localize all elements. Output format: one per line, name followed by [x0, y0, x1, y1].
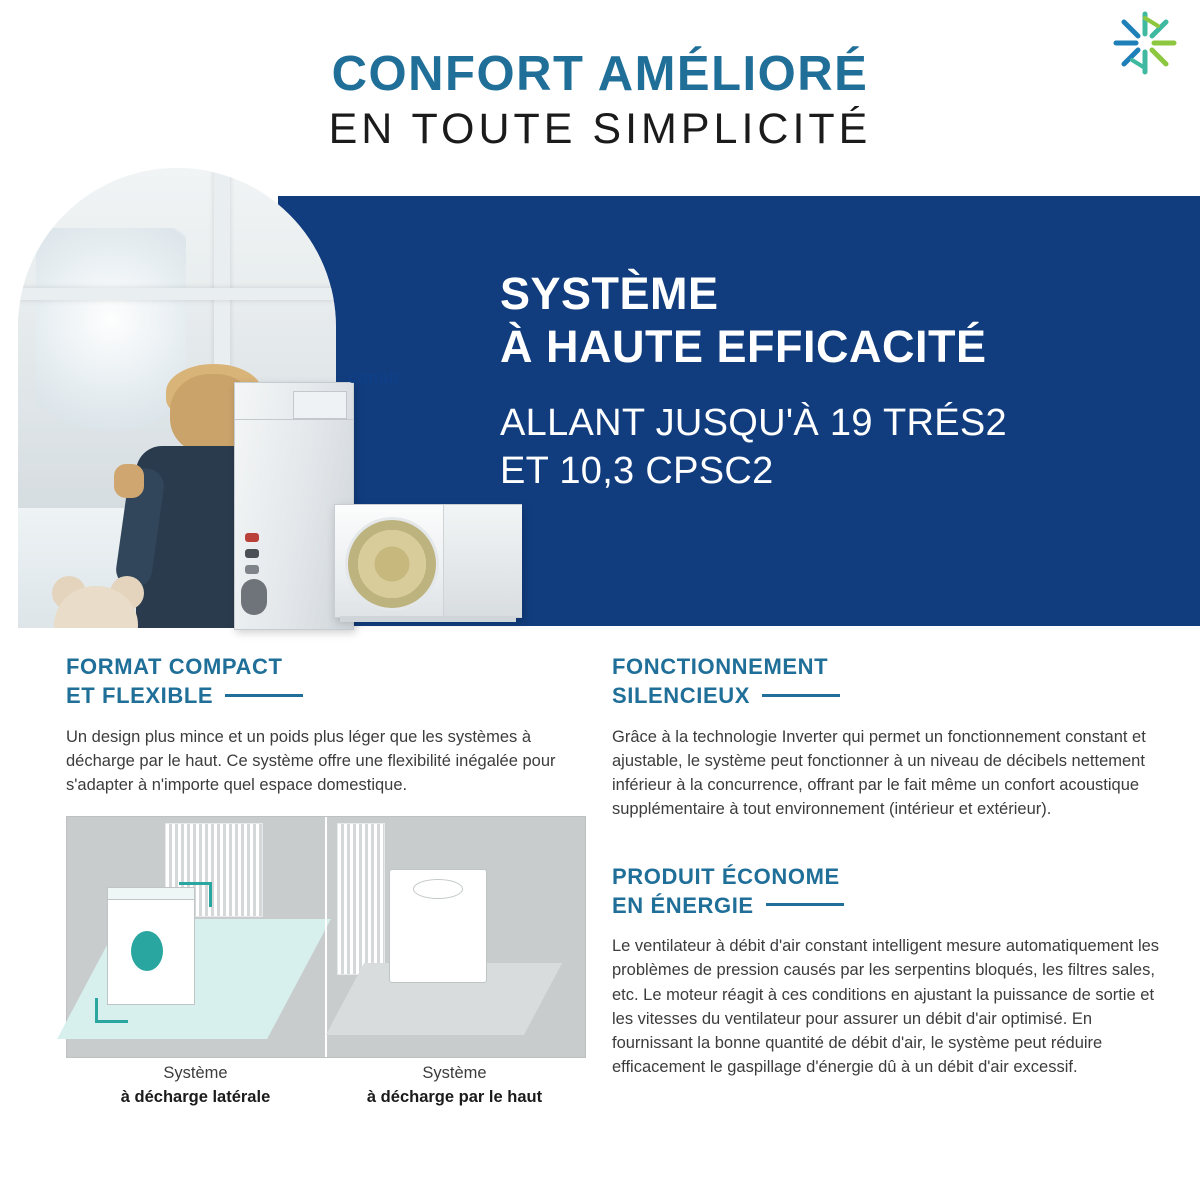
section-title-compact [66, 652, 596, 711]
page-subtitle: EN TOUTE SIMPLICITÉ [328, 105, 872, 153]
diagram-captions [66, 1062, 584, 1110]
hero-title-line1: SYSTÈME [500, 268, 719, 319]
title-rule [766, 903, 844, 906]
port-grey [245, 565, 259, 574]
caption-top-line1: Système [422, 1064, 487, 1082]
section-body-compact: Un design plus mince et un poids plus léger que les systèmes à décharge par le haut. Ce système offre une flexibilité inégalée pour s'adapter à n'importe quel espace domestique. [66, 727, 556, 794]
hero-subtitle-line2: ET 10,3 CPSC2 [500, 449, 774, 492]
diagram-top-discharge [325, 817, 585, 1057]
discharge-comparison-diagram [66, 816, 586, 1058]
indoor-unit-access-panel [293, 391, 347, 419]
section-title-quiet-line1: FONCTIONNEMENT [612, 654, 829, 679]
dimension-bracket-bottom-left [95, 998, 128, 1023]
condenser-base-pad [340, 616, 516, 622]
left-column [66, 652, 596, 797]
hero-title [500, 268, 987, 373]
section-title-quiet-line2: SILENCIEUX [612, 683, 751, 709]
canair-starburst-logo-icon [1110, 8, 1180, 78]
caption-side-discharge [66, 1062, 325, 1110]
brand-badge: canair [348, 368, 402, 387]
hero-subtitle [500, 400, 1007, 495]
louver-panel-right [337, 823, 385, 975]
outdoor-condenser-unit [334, 504, 522, 618]
port-red [245, 533, 259, 542]
title-rule [762, 694, 840, 697]
caption-side-line1: Système [163, 1064, 228, 1082]
section-body-energy: Le ventilateur à débit d'air constant intelligent mesure automatiquement les problèmes de pression causés par les serpentins bloqués, les filtres sales, etc. Le moteur réagit à ces conditions en ajustant la puissance de sortie et les vitesses du ventilateur pour assurer un débit d'air optimisé. En fournissant la bonne quantité de débit d'air, le système peut réduire efficacement le gaspillage d'énergie dû à un débit d'air excessif. [612, 937, 1160, 1077]
top-discharge-outlet-icon [413, 879, 463, 899]
port-dark [245, 549, 259, 558]
child-hand [114, 464, 144, 498]
dimension-bracket-top-right [179, 882, 212, 907]
snowy-tree [36, 228, 186, 458]
caption-side-line2: à décharge latérale [120, 1087, 271, 1106]
section-title-energy [612, 862, 1172, 921]
side-discharge-outlet-icon [131, 931, 163, 971]
section-title-compact-line1: FORMAT COMPACT [66, 654, 283, 679]
section-title-energy-line1: PRODUIT ÉCONOME [612, 863, 840, 889]
hero-subtitle-line1: ALLANT JUSQU'À 19 TRÉS2 [500, 402, 1007, 444]
page-title: CONFORT AMÉLIORÉ [331, 47, 869, 101]
right-column [612, 652, 1172, 1080]
section-body-quiet: Grâce à la technologie Inverter qui permet un fonctionnement constant et ajustable, le système peut fonctionner à un niveau de décibels nettement inférieur à la concurrence, offrant par le fait même un confort acoustique supplémentaire à tout environnement (intérieur et extérieur). [612, 727, 1146, 819]
indoor-unit-control-dial [241, 579, 267, 615]
page-header [0, 0, 1200, 172]
indoor-unit-seam [235, 419, 353, 420]
diagram-side-discharge [67, 817, 325, 1057]
title-rule [225, 694, 303, 697]
section-title-energy-line2: EN ÉNERGIE [612, 892, 754, 918]
section-title-compact-line2: ET FLEXIBLE [66, 683, 214, 709]
condenser-fan-grille-icon [345, 517, 439, 611]
condenser-side-cabinet [443, 505, 522, 617]
product-equipment-group [228, 368, 528, 632]
section-title-quiet [612, 652, 1172, 711]
caption-top-discharge [325, 1062, 584, 1110]
caption-top-line2: à décharge par le haut [366, 1087, 543, 1106]
window-mullion-horizontal [18, 288, 336, 300]
hero-title-line2: À HAUTE EFFICACITÉ [500, 320, 987, 372]
